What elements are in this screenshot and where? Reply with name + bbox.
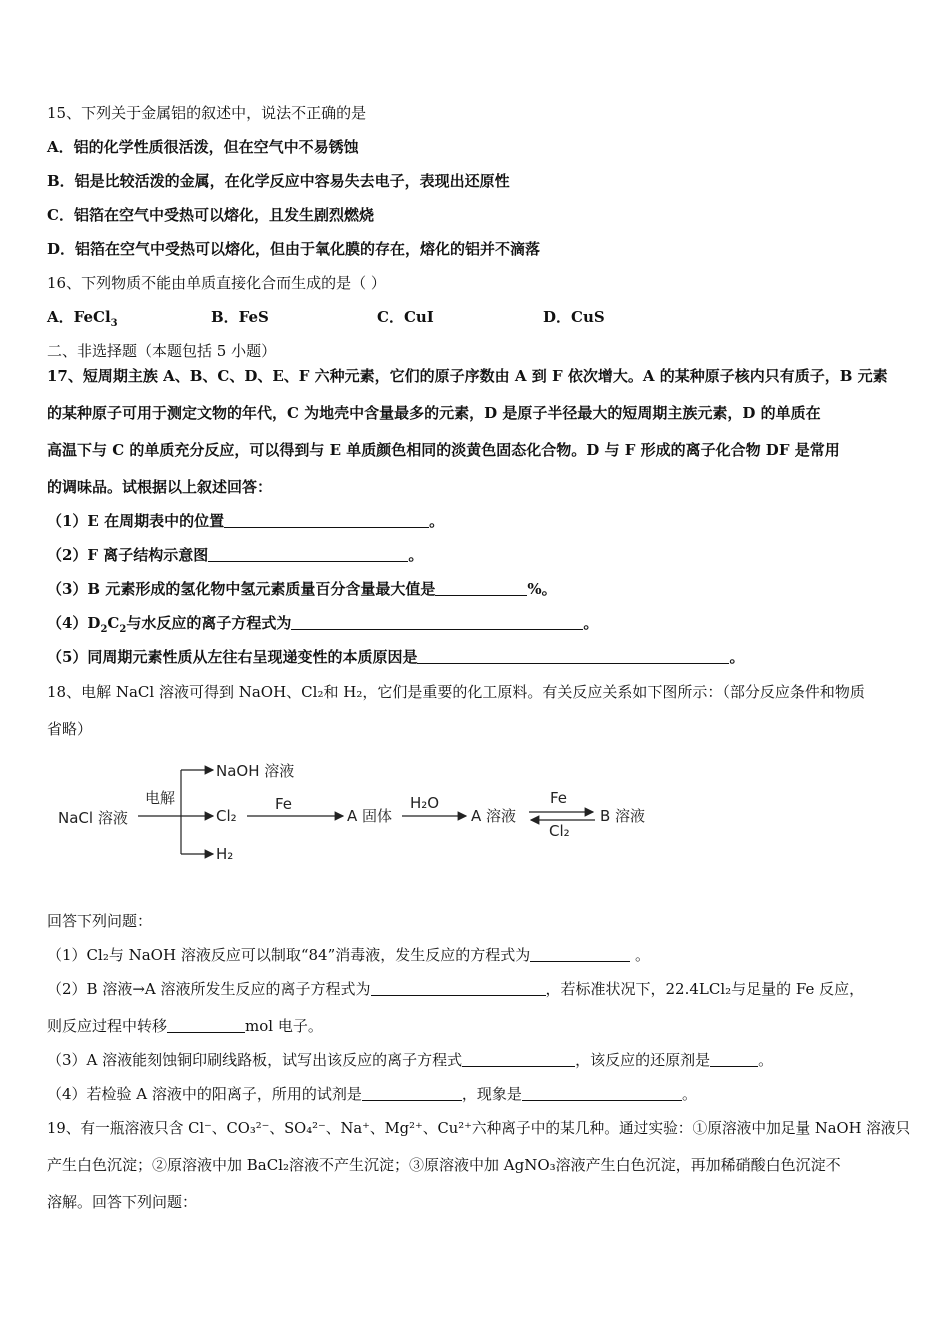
- q19-line-1: 19、有一瓶溶液只含 Cl⁻、CO₃²⁻、SO₄²⁻、Na⁺、Mg²⁺、Cu²⁺六种离子中的某几种。通过实验：①原溶液中加足量 NaOH 溶液只: [47, 1119, 911, 1137]
- diagram-start-node: NaCl 溶液: [58, 809, 128, 827]
- q18-line-1: 18、电解 NaCl 溶液可得到 NaOH、Cl₂和 H₂，它们是重要的化工原料。有关反应关系如下图所示：（部分反应条件和物质: [47, 683, 865, 701]
- diagram-h2o-label: H₂O: [410, 794, 440, 812]
- answer-blank[interactable]: [522, 1086, 682, 1101]
- q16-stem: 16、下列物质不能由单质直接化合而生成的是（ ）: [47, 274, 386, 292]
- q17-part-1: （1）E 在周期表中的位置 。: [47, 512, 445, 530]
- answer-blank[interactable]: [291, 615, 583, 630]
- answer-blank[interactable]: [167, 1018, 245, 1033]
- q16-option-a: A．FeCl$_3$: [47, 308, 118, 329]
- section-2-heading: 二、非选择题（本题包括 5 小题）: [47, 342, 277, 360]
- answer-blank[interactable]: [417, 649, 729, 664]
- answer-blank[interactable]: [371, 981, 546, 996]
- answer-blank[interactable]: [462, 1052, 575, 1067]
- q17-part-3: （3）B 元素形成的氢化物中氢元素质量百分含量最大值是 %。: [47, 580, 557, 598]
- q18-line-2: 省略）: [47, 720, 93, 738]
- q17-line-4: 的调味品。试根据以上叙述回答：: [47, 478, 273, 496]
- diagram-a-solution: A 溶液: [471, 807, 517, 825]
- diagram-fe-label: Fe: [275, 795, 293, 813]
- diagram-product-h2: H₂: [216, 845, 234, 863]
- q18-part-3: （3）A 溶液能刻蚀铜印刷线路板，试写出该反应的离子方程式 ，该反应的还原剂是 。: [47, 1051, 774, 1069]
- q19-line-3: 溶解。回答下列问题：: [47, 1193, 198, 1211]
- q15-option-d: D．铝箔在空气中受热可以熔化，但由于氧化膜的存在，熔化的铝并不滴落: [47, 240, 541, 258]
- reaction-flow-diagram: [55, 755, 695, 875]
- q17-part-5: （5）同周期元素性质从左往右呈现递变性的本质原因是 。: [47, 648, 745, 666]
- answer-blank[interactable]: [435, 581, 527, 596]
- diagram-b-solution: B 溶液: [600, 807, 646, 825]
- q17-line-3: 高温下与 C 的单质充分反应，可以得到与 E 单质颜色相同的淡黄色固态化合物。D 与 F 形成的离子化合物 DF 是常用: [47, 441, 840, 459]
- q18-part-4: （4）若检验 A 溶液中的阳离子，所用的试剂是 ，现象是 。: [47, 1085, 697, 1103]
- q15-option-a: A．铝的化学性质很活泼，但在空气中不易锈蚀: [47, 138, 359, 156]
- q18-part-1: （1）Cl₂与 NaOH 溶液反应可以制取“84”消毒液，发生反应的方程式为 。: [47, 946, 651, 964]
- q15-option-b: B．铝是比较活泼的金属，在化学反应中容易失去电子，表现出还原性: [47, 172, 510, 190]
- q15-option-c: C．铝箔在空气中受热可以熔化，且发生剧烈燃烧: [47, 206, 374, 224]
- q19-line-2: 产生白色沉淀；②原溶液中加 BaCl₂溶液不产生沉淀；③原溶液中加 AgNO₃溶液产生白色沉淀，再加稀硝酸白色沉淀不: [47, 1156, 841, 1174]
- diagram-electrolysis-label: 电解: [145, 789, 176, 807]
- q17-part-2: （2）F 离子结构示意图 。: [47, 546, 424, 564]
- q18-part-2-cont: 则反应过程中转移 mol 电子。: [47, 1017, 323, 1035]
- q15-stem: 15、下列关于金属铝的叙述中，说法不正确的是: [47, 104, 367, 122]
- diagram-a-solid: A 固体: [347, 807, 393, 825]
- answer-blank[interactable]: [362, 1086, 462, 1101]
- answer-blank[interactable]: [530, 947, 630, 962]
- diagram-product-naoh: NaOH 溶液: [216, 762, 295, 780]
- q18-part-2: （2）B 溶液→A 溶液所发生反应的离子方程式为 ，若标准状况下，22.4LCl₂与足量的 Fe 反应，: [47, 980, 865, 998]
- q17-line-1: 17、短周期主族 A、B、C、D、E、F 六种元素，它们的原子序数由 A 到 F 依次增大。A 的某种原子核内只有质子，B 元素: [47, 367, 888, 385]
- q16-option-d: D．CuS: [543, 308, 605, 326]
- q18-answer-intro: 回答下列问题：: [47, 912, 153, 930]
- q17-part-4: $(4)D_2C_2$与水反应的离子方程式为 。: [47, 614, 599, 635]
- diagram-cl2-label: Cl₂: [549, 822, 570, 840]
- q16-options: [47, 307, 847, 334]
- q16-option-b: B．FeS: [211, 308, 269, 326]
- diagram-product-cl2: Cl₂: [216, 807, 237, 825]
- q17-line-2: 的某种原子可用于测定文物的年代，C 为地壳中含量最多的元素，D 是原子半径最大的短周期主族元素，D 的单质在: [47, 404, 821, 422]
- answer-blank[interactable]: [224, 513, 429, 528]
- diagram-fe-label-2: Fe: [550, 789, 568, 807]
- q16-option-c: C．CuI: [377, 308, 434, 326]
- answer-blank[interactable]: [208, 547, 408, 562]
- answer-blank[interactable]: [710, 1052, 758, 1067]
